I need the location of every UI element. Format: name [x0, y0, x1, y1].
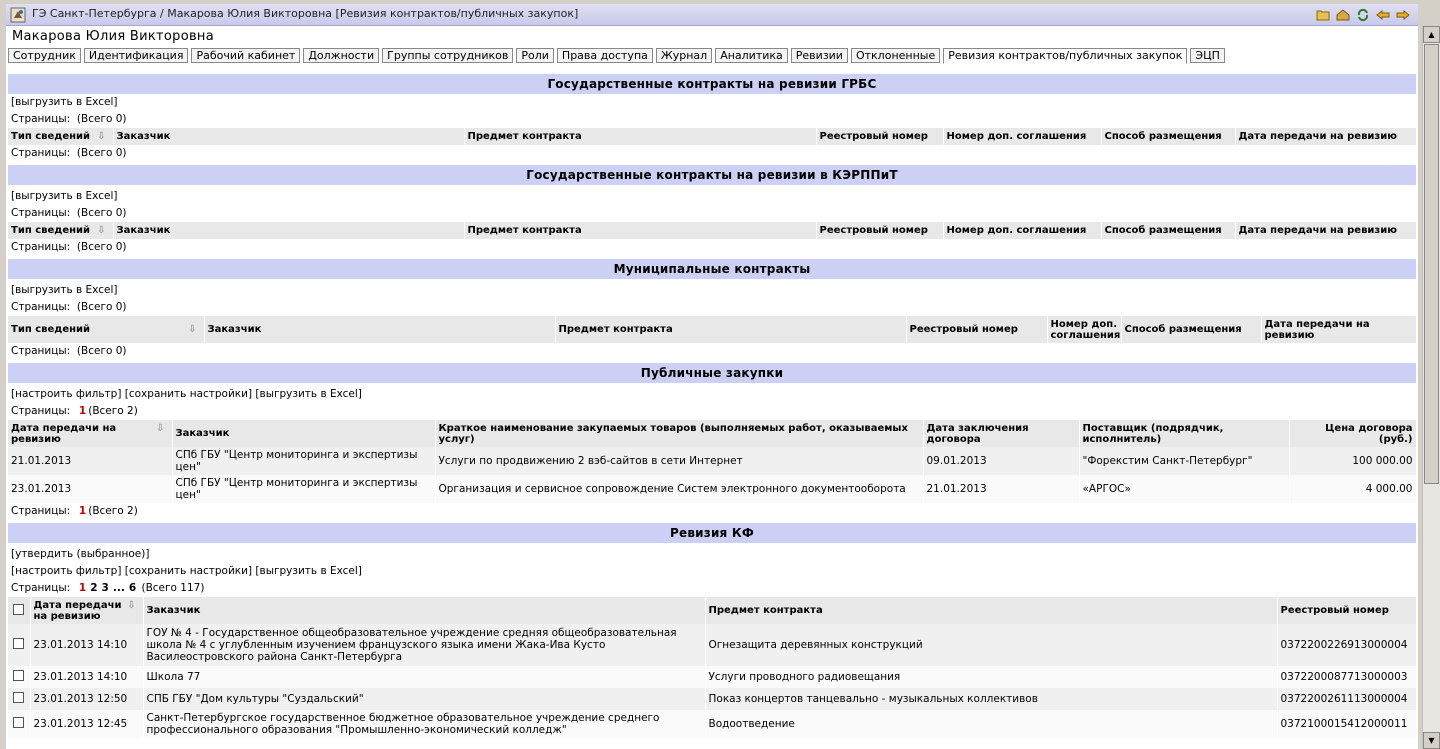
- approve-selected-link[interactable]: [утвердить (выбранное)]: [11, 548, 150, 560]
- scroll-up-icon[interactable]: ▲: [1423, 26, 1440, 43]
- kf-table: [8, 597, 1416, 738]
- app-icon: [10, 7, 26, 23]
- grbs-table: [8, 128, 1416, 145]
- page-link[interactable]: 3: [101, 582, 109, 594]
- cell-subject: Огнезащита деревянных конструкций: [705, 624, 1277, 666]
- cell-date: 23.01.2013 14:10: [30, 624, 143, 666]
- section-title-kerppit: Государственные контракты на ревизии в КЭРППиТ: [8, 165, 1416, 185]
- page-link[interactable]: 6: [128, 582, 137, 594]
- col-header[interactable]: Предмет контракта: [464, 222, 816, 239]
- forward-arrow-icon[interactable]: [1394, 7, 1412, 23]
- save-settings-link[interactable]: [сохранить настройки]: [124, 565, 253, 577]
- page-link[interactable]: 1: [78, 582, 87, 594]
- col-header[interactable]: Реестровый номер: [816, 222, 943, 239]
- total-count: (Всего 0): [76, 113, 127, 125]
- cell-customer: СПб ГБУ "Центр мониторинга и экспертизы цен": [172, 447, 435, 475]
- table-row[interactable]: [8, 447, 1416, 475]
- tab-5[interactable]: Роли: [516, 48, 554, 63]
- tab-bar: [8, 48, 1225, 64]
- col-header[interactable]: Тип сведений ⇩: [8, 222, 113, 239]
- folder-icon[interactable]: [1314, 7, 1332, 23]
- cell-supplier: "Форекстим Санкт-Петербург": [1079, 447, 1289, 475]
- pages-label: Страницы:: [11, 113, 71, 125]
- col-header[interactable]: Реестровый номер: [816, 128, 943, 145]
- vertical-scrollbar[interactable]: [1422, 26, 1440, 749]
- col-header[interactable]: Способ размещения: [1121, 316, 1261, 343]
- col-header[interactable]: Дата передачи на ревизию: [1235, 222, 1416, 239]
- cell-customer: Школа 77: [143, 666, 705, 688]
- row-checkbox[interactable]: [13, 638, 24, 649]
- section-title-public: Публичные закупки: [8, 363, 1416, 383]
- export-excel-link[interactable]: [выгрузить в Excel]: [11, 96, 118, 108]
- total-count: (Всего 0): [76, 147, 127, 159]
- page-link[interactable]: 1: [78, 405, 87, 417]
- cell-date: 23.01.2013: [8, 475, 172, 503]
- col-header[interactable]: Цена договора (руб.): [1289, 420, 1416, 447]
- tab-4[interactable]: Группы сотрудников: [382, 48, 513, 63]
- page-link[interactable]: 1: [78, 505, 87, 517]
- cell-registry: 0372200226913000004: [1277, 624, 1416, 666]
- col-header[interactable]: Тип сведений ⇩: [8, 128, 113, 145]
- sort-arrow-icon[interactable]: ⇩: [188, 324, 197, 335]
- window-titlebar: [6, 4, 1418, 26]
- refresh-icon[interactable]: [1354, 7, 1372, 23]
- home-icon[interactable]: [1334, 7, 1352, 23]
- col-header[interactable]: Реестровый номер: [906, 316, 1047, 343]
- tab-1[interactable]: Идентификация: [84, 48, 189, 63]
- main-panel: [6, 26, 1418, 749]
- sort-arrow-icon[interactable]: ⇩: [156, 422, 165, 434]
- pages-label: Страницы:: [11, 505, 71, 517]
- cell-contract-date: 21.01.2013: [923, 475, 1079, 503]
- col-header[interactable]: Способ размещения: [1101, 128, 1235, 145]
- cell-supplier: «АРГОС»: [1079, 475, 1289, 503]
- col-header[interactable]: Реестровый номер: [1277, 597, 1416, 624]
- save-settings-link[interactable]: [сохранить настройки]: [124, 388, 253, 400]
- col-header[interactable]: Дата передачи на ревизию: [1261, 316, 1416, 343]
- row-checkbox[interactable]: [13, 670, 24, 681]
- cell-contract-date: 09.01.2013: [923, 447, 1079, 475]
- public-table: [8, 420, 1416, 503]
- col-header[interactable]: Предмет контракта: [555, 316, 906, 343]
- tab-11[interactable]: Ревизия контрактов/публичных закупок: [943, 48, 1187, 64]
- cell-subject: Показ концертов танцевально - музыкальных коллективов: [705, 688, 1277, 710]
- cell-goods: Организация и сервисное сопровождение Систем электронного документооборота: [435, 475, 923, 503]
- col-header[interactable]: ⇩ Дата передачи на ревизию: [30, 597, 143, 624]
- pages-label: Страницы:: [11, 241, 71, 253]
- tab-8[interactable]: Аналитика: [715, 48, 788, 63]
- back-arrow-icon[interactable]: [1374, 7, 1392, 23]
- page-ellipsis: ...: [112, 582, 125, 594]
- cell-registry: 0372200261113000004: [1277, 688, 1416, 710]
- section-title-grbs: Государственные контракты на ревизии ГРБС: [8, 74, 1416, 94]
- col-header[interactable]: Заказчик: [113, 128, 464, 145]
- cell-date: 23.01.2013 12:50: [30, 688, 143, 710]
- table-row[interactable]: [8, 475, 1416, 503]
- pages-label: Страницы:: [11, 301, 71, 313]
- table-row[interactable]: [8, 710, 1416, 738]
- export-excel-link[interactable]: [выгрузить в Excel]: [255, 388, 362, 400]
- row-checkbox[interactable]: [13, 717, 24, 728]
- configure-filter-link[interactable]: [настроить фильтр]: [11, 388, 122, 400]
- sort-arrow-icon[interactable]: ⇩: [97, 225, 106, 236]
- tab-9[interactable]: Ревизии: [791, 48, 848, 63]
- section-title-kf: Ревизия КФ: [8, 523, 1416, 543]
- col-header[interactable]: Заказчик: [143, 597, 705, 624]
- select-all-checkbox[interactable]: [13, 604, 24, 615]
- col-header[interactable]: Тип сведений ⇩: [8, 316, 204, 343]
- total-count: (Всего 0): [76, 301, 127, 313]
- export-excel-link[interactable]: [выгрузить в Excel]: [11, 190, 118, 202]
- total-count: (Всего 0): [76, 207, 127, 219]
- tab-2[interactable]: Рабочий кабинет: [191, 48, 300, 63]
- page-link[interactable]: 2: [90, 582, 98, 594]
- col-header[interactable]: ⇩ Дата передачи на ревизию: [8, 420, 172, 447]
- total-count: (Всего 0): [76, 345, 127, 357]
- municipal-table: [8, 316, 1416, 343]
- col-header[interactable]: Способ размещения: [1101, 222, 1235, 239]
- tab-6[interactable]: Права доступа: [557, 48, 653, 63]
- col-header[interactable]: Номер доп. соглашения: [943, 222, 1101, 239]
- cell-date: 21.01.2013: [8, 447, 172, 475]
- section-title-municipal: Муниципальные контракты: [8, 259, 1416, 279]
- cell-subject: Водоотведение: [705, 710, 1277, 738]
- col-header[interactable]: Краткое наименование закупаемых товаров (выполняемых работ, оказываемых услуг): [435, 420, 923, 447]
- cell-goods: Услуги по продвижению 2 вэб-сайтов в сети Интернет: [435, 447, 923, 475]
- col-header[interactable]: Предмет контракта: [464, 128, 816, 145]
- col-header[interactable]: Дата передачи на ревизию: [1235, 128, 1416, 145]
- cell-price: 100 000.00: [1289, 447, 1416, 475]
- table-row[interactable]: [8, 624, 1416, 666]
- sort-arrow-icon[interactable]: ⇩: [127, 599, 136, 611]
- pages-label: Страницы:: [11, 207, 71, 219]
- col-header[interactable]: Заказчик: [204, 316, 555, 343]
- pages-label: Страницы:: [11, 405, 71, 417]
- configure-filter-link[interactable]: [настроить фильтр]: [11, 565, 122, 577]
- total-count: (Всего 2): [88, 505, 138, 517]
- cell-date: 23.01.2013 12:45: [30, 710, 143, 738]
- col-header[interactable]: Номер доп. соглашения: [1047, 316, 1121, 343]
- cell-customer: СПБ ГБУ "Дом культуры "Суздальский": [143, 688, 705, 710]
- col-header[interactable]: Заказчик: [172, 420, 435, 447]
- cell-customer: Санкт-Петербургское государственное бюджетное образовательное учреждение среднего профессионального образования "Промышленно-экономический колледж": [143, 710, 705, 738]
- total-count: (Всего 2): [88, 405, 138, 417]
- sort-arrow-icon[interactable]: ⇩: [97, 131, 106, 142]
- cell-date: 23.01.2013 14:10: [30, 666, 143, 688]
- content-area: [8, 71, 1416, 749]
- table-row[interactable]: [8, 666, 1416, 688]
- kerppit-table: [8, 222, 1416, 239]
- pages-label: Страницы:: [11, 582, 71, 594]
- scroll-down-icon[interactable]: ▼: [1423, 732, 1440, 749]
- col-header[interactable]: Поставщик (подрядчик, исполнитель): [1079, 420, 1289, 447]
- row-checkbox[interactable]: [13, 692, 24, 703]
- tab-12[interactable]: ЭЦП: [1190, 48, 1225, 63]
- cell-subject: Услуги проводного радиовещания: [705, 666, 1277, 688]
- user-name: Макарова Юлия Викторовна: [12, 29, 214, 44]
- tab-3[interactable]: Должности: [303, 48, 379, 63]
- pages-label: Страницы:: [11, 147, 71, 159]
- cell-price: 4 000.00: [1289, 475, 1416, 503]
- cell-customer: ГОУ № 4 - Государственное общеобразовательное учреждение средняя общеобразовательная школа № 4 с углубленным изучением французского языка имени Жака-Ива Кусто Василеостровского района Санкт-Петербурга: [143, 624, 705, 666]
- export-excel-link[interactable]: [выгрузить в Excel]: [11, 284, 118, 296]
- col-header[interactable]: Заказчик: [113, 222, 464, 239]
- col-header[interactable]: Дата заключения договора: [923, 420, 1079, 447]
- cell-customer: СПб ГБУ "Центр мониторинга и экспертизы цен": [172, 475, 435, 503]
- window-toolbar: [1314, 7, 1412, 23]
- col-header[interactable]: Предмет контракта: [705, 597, 1277, 624]
- col-header[interactable]: Номер доп. соглашения: [943, 128, 1101, 145]
- tab-7[interactable]: Журнал: [656, 48, 712, 63]
- table-row[interactable]: [8, 688, 1416, 710]
- tab-0[interactable]: Сотрудник: [8, 48, 81, 63]
- scrollbar-thumb[interactable]: [1424, 44, 1439, 484]
- window-title: ГЭ Санкт-Петербурга / Макарова Юлия Викторовна [Ревизия контрактов/публичных закупок]: [32, 7, 579, 20]
- cell-registry: 0372100015412000011: [1277, 710, 1416, 738]
- total-count: (Всего 117): [141, 582, 205, 594]
- total-count: (Всего 0): [76, 241, 127, 253]
- export-excel-link[interactable]: [выгрузить в Excel]: [255, 565, 362, 577]
- cell-registry: 0372200087713000003: [1277, 666, 1416, 688]
- pages-label: Страницы:: [11, 345, 71, 357]
- tab-10[interactable]: Отклоненные: [851, 48, 940, 63]
